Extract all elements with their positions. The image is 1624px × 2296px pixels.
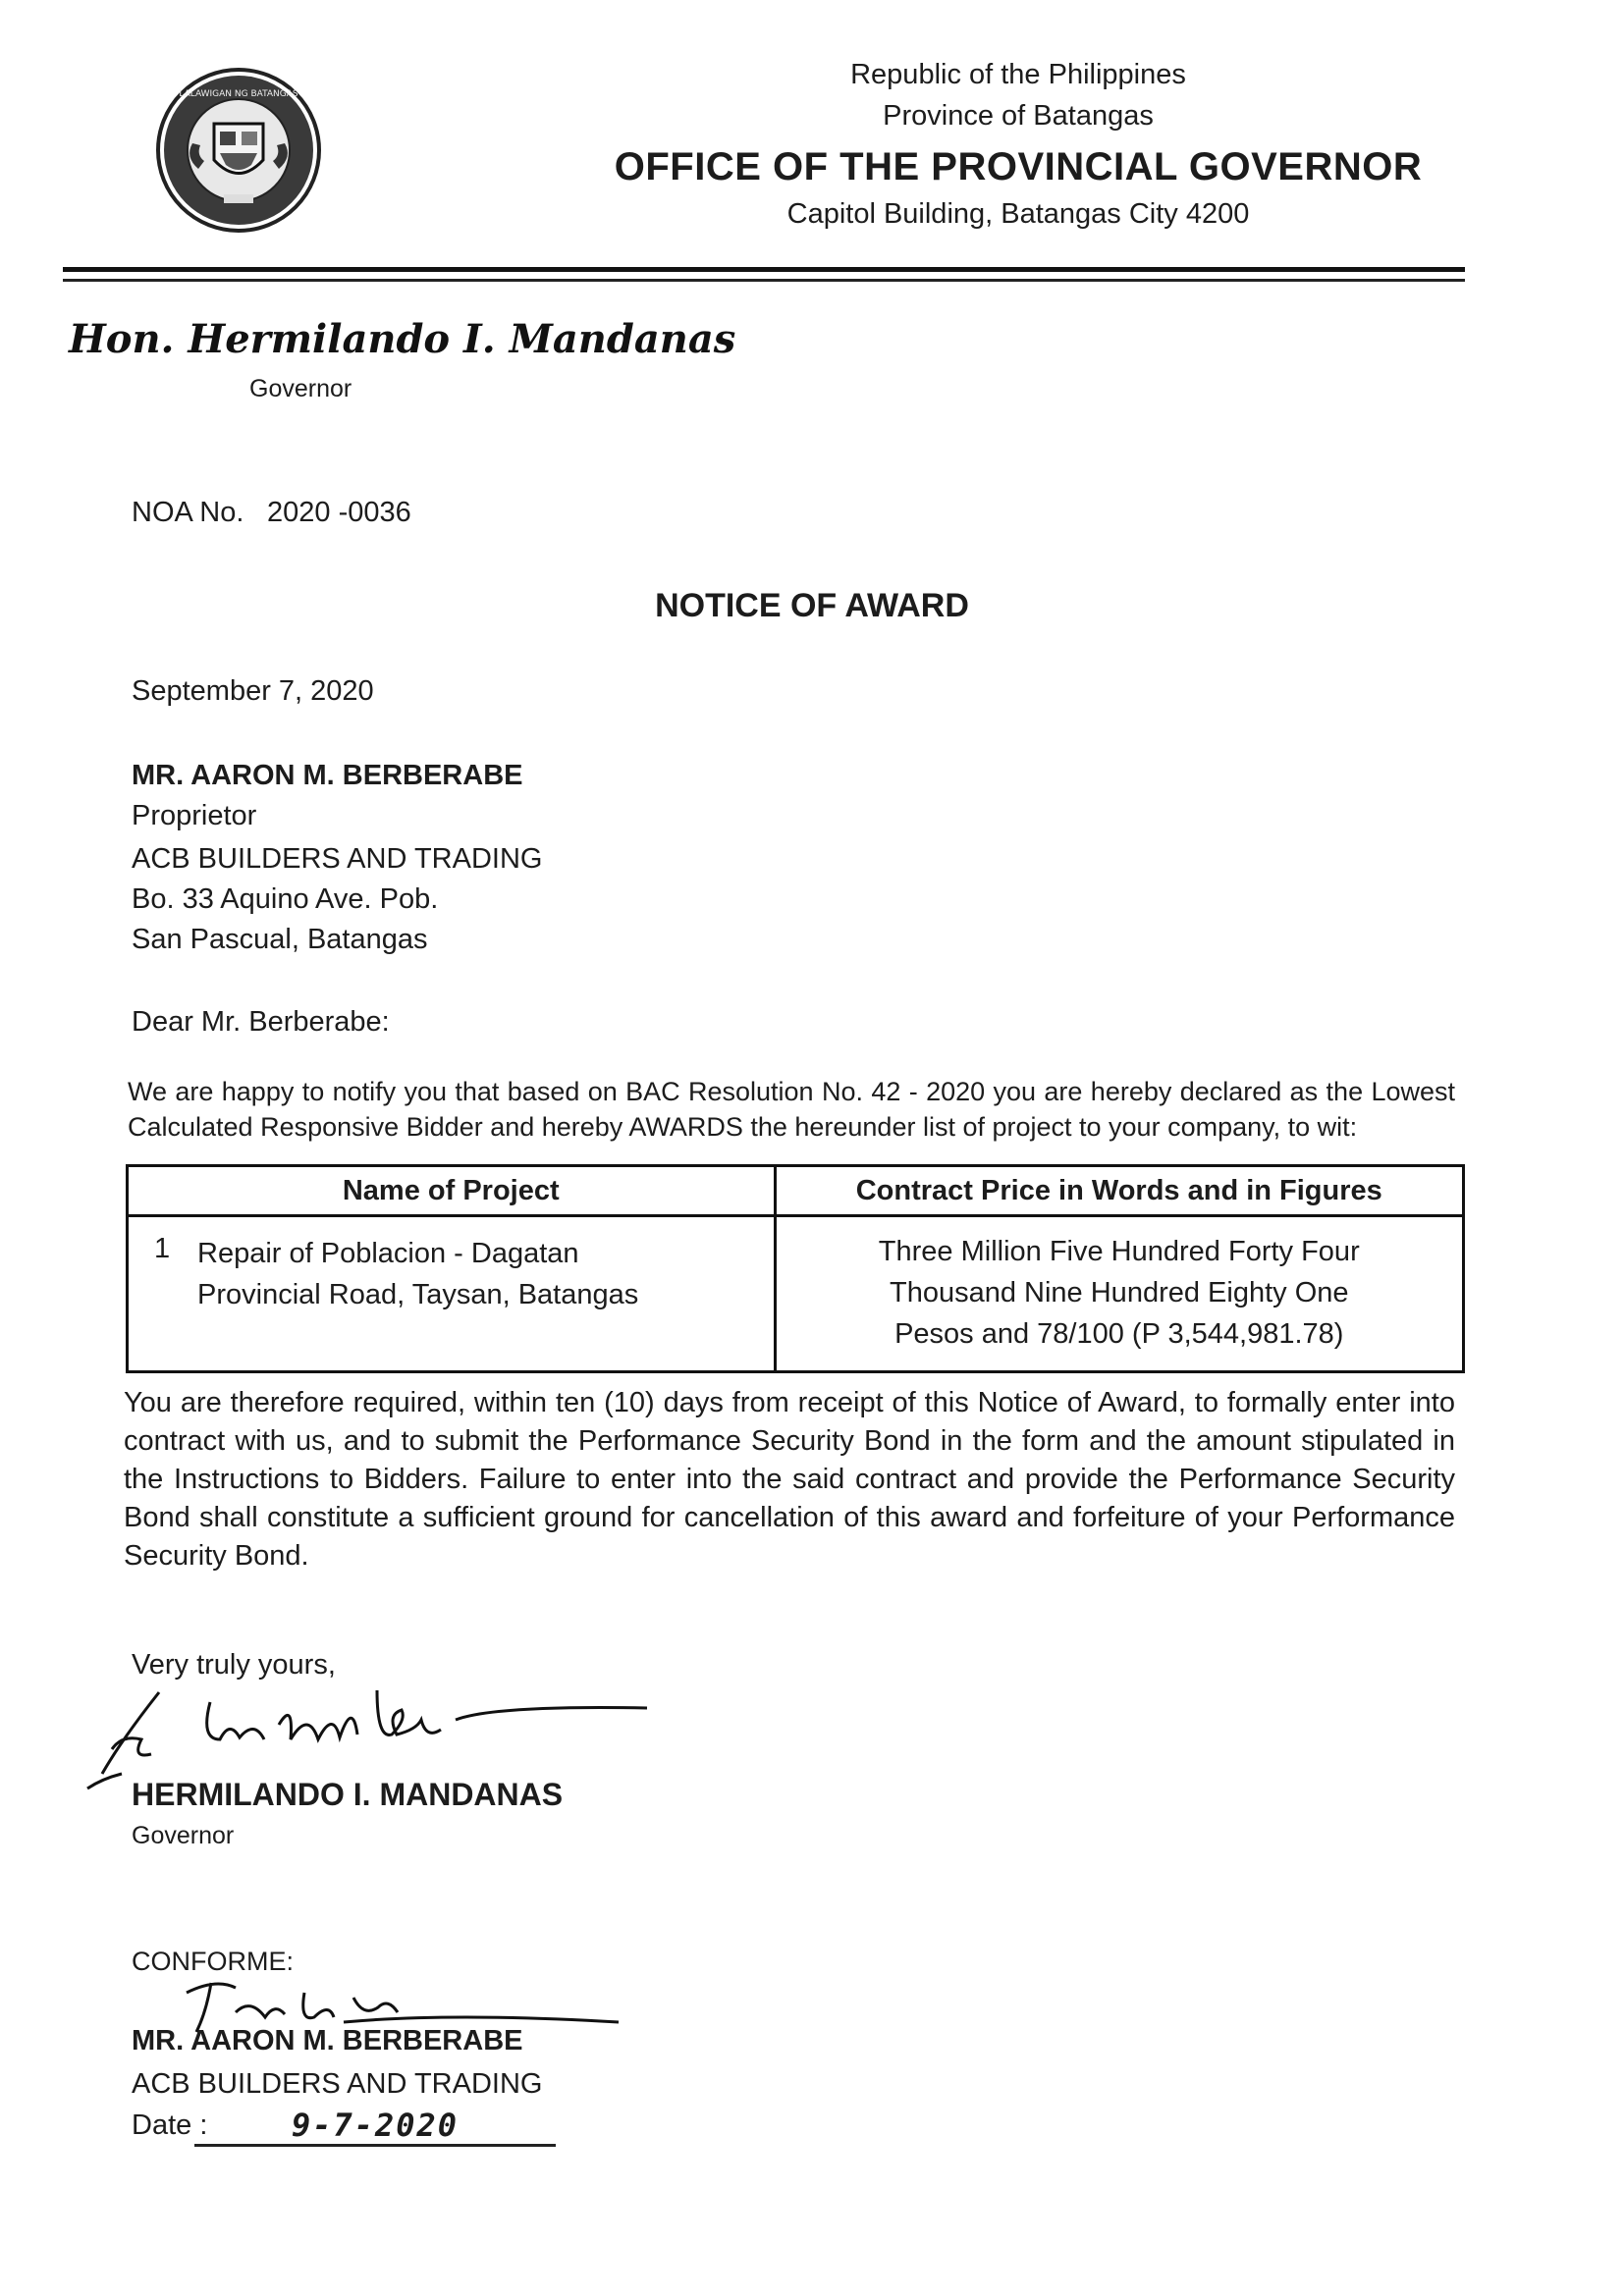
project-cell <box>128 1216 776 1372</box>
header-divider <box>63 267 1465 272</box>
recipient-position: Proprietor <box>132 800 257 831</box>
conforme-name: MR. AARON M. BERBERABE <box>132 2025 523 2056</box>
conforme-date-value: 9-7-2020 <box>194 2107 556 2147</box>
table-header-row <box>128 1166 1464 1216</box>
recipient-company: ACB BUILDERS AND TRADING <box>132 843 543 875</box>
svg-text:LALAWIGAN NG BATANGAS: LALAWIGAN NG BATANGAS <box>179 89 298 99</box>
conforme-date-label: Date : <box>132 2109 208 2141</box>
price-line-1: Three Million Five Hundred Forty Four <box>878 1236 1360 1267</box>
conforme-company: ACB BUILDERS AND TRADING <box>132 2068 543 2100</box>
signatory-title: Governor <box>132 1822 235 1849</box>
governor-title: Governor <box>249 375 352 402</box>
column-header-price: Contract Price in Words and in Figures <box>775 1166 1463 1216</box>
country-line: Republic of the Philippines <box>850 59 1186 90</box>
office-address: Capitol Building, Batangas City 4200 <box>786 198 1250 230</box>
table-row <box>128 1216 1464 1372</box>
header-divider-thin <box>63 279 1465 282</box>
salutation: Dear Mr. Berberabe: <box>132 1006 390 1038</box>
intro-paragraph: We are happy to notify you that based on BAC Resolution No. 42 - 2020 you are hereby declared as the Lowest Calculated Responsive Bidder and hereby AWARDS the hereunder list of project to your company, to wit: <box>128 1077 1455 1142</box>
project-number: 1 <box>154 1233 171 1264</box>
column-header-project: Name of Project <box>128 1166 776 1216</box>
recipient-address-line2: San Pascual, Batangas <box>132 924 428 955</box>
noa-number: 2020 -0036 <box>267 497 411 528</box>
project-name: Repair of Poblacion - Dagatan Provincial Road, Taysan, Batangas <box>197 1238 639 1310</box>
letter-date: September 7, 2020 <box>132 675 374 707</box>
governor-name: Hon. Hermilando I. Mandanas <box>69 316 736 362</box>
award-table <box>126 1164 1465 1373</box>
body-paragraph: You are therefore required, within ten (10) days from receipt of this Notice of Award, to formally enter into contract with us, and to submit the Performance Security Bond in the form and the amount stipulated in the Instructions to Bidders. Failure to enter into the said contract and provide the Performance Security Bond shall constitute a sufficient ground for cancellation of this award and forfeiture of your Performance Security Bond. <box>124 1387 1455 1572</box>
province-line: Province of Batangas <box>883 100 1154 132</box>
price-cell <box>775 1216 1463 1372</box>
closing: Very truly yours, <box>132 1649 336 1681</box>
recipient-address-line1: Bo. 33 Aquino Ave. Pob. <box>132 883 439 915</box>
recipient-name: MR. AARON M. BERBERABE <box>132 760 523 791</box>
signatory-name: HERMILANDO I. MANDANAS <box>132 1777 564 1812</box>
price-line-2: Thousand Nine Hundred Eighty One <box>890 1277 1349 1308</box>
noa-label: NOA No. <box>132 497 244 528</box>
document-title: NOTICE OF AWARD <box>655 587 969 624</box>
office-title: OFFICE OF THE PROVINCIAL GOVERNOR <box>614 145 1423 188</box>
price-line-3: Pesos and 78/100 (P 3,544,981.78) <box>894 1318 1344 1350</box>
conforme-label: CONFORME: <box>132 1947 294 1976</box>
